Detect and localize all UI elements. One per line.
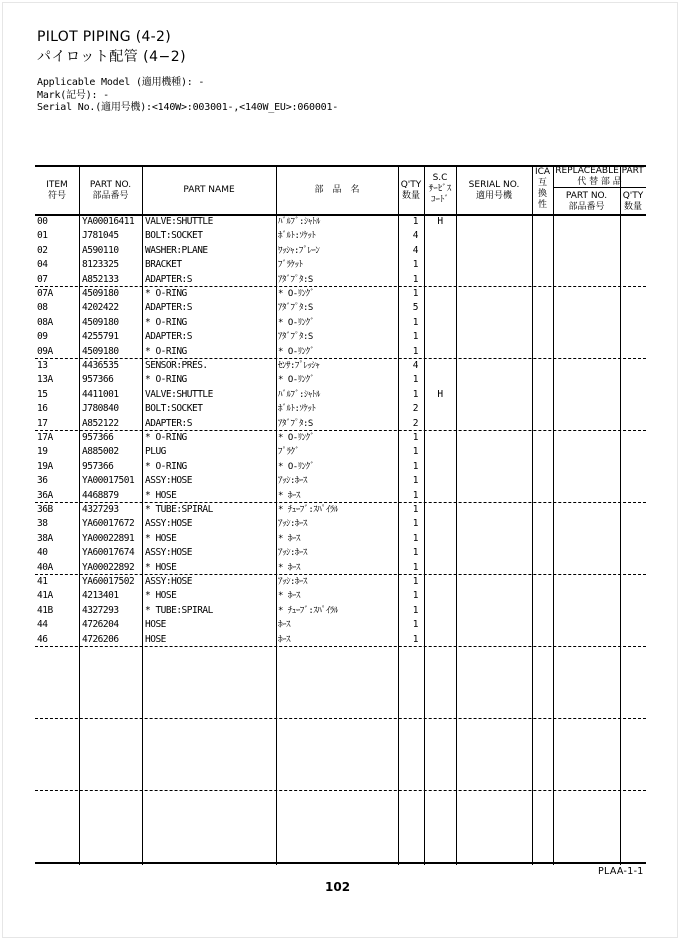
row-part-no-cell: A852122	[82, 417, 119, 429]
page-code: PLAA-1-1	[598, 866, 644, 877]
row-part-no-cell: A852133	[82, 273, 119, 285]
row-qty-cell: 1	[412, 532, 418, 544]
row-item-cell: 36A	[37, 489, 53, 501]
row-qty-cell: 2	[412, 403, 418, 415]
row-part-no-cell: 4509180	[82, 345, 119, 357]
row-part-name-jp-cell: * ﾎｰｽ	[278, 591, 300, 602]
row-part-no-cell: YA00017501	[82, 475, 135, 487]
row-part-name-jp-cell: * O-ﾘﾝｸﾞ	[278, 289, 315, 299]
row-item-cell: 09A	[37, 345, 53, 357]
row-part-no-cell: 957366	[82, 374, 114, 386]
header-replaceable-part: REPLACEABLE PART 代 替 部 品	[555, 166, 644, 187]
row-part-name-jp-cell: ｱﾀﾞﾌﾟﾀ:S	[278, 418, 313, 429]
header-qty: Q'TY 数量	[400, 180, 422, 201]
row-item-cell: 40	[37, 547, 48, 559]
row-item-cell: 46	[37, 633, 48, 645]
row-part-no-cell: 8123325	[82, 259, 119, 271]
row-part-no-cell: 957366	[82, 460, 114, 472]
page-number: 102	[325, 880, 351, 894]
column-rule	[398, 165, 399, 865]
row-part-name-jp-cell: ｱﾀﾞﾌﾟﾀ:S	[278, 332, 313, 343]
row-qty-cell: 1	[412, 331, 418, 343]
row-qty-cell: 1	[412, 475, 418, 487]
row-item-cell: 36B	[37, 504, 53, 515]
row-part-name-cell: * TUBE:SPIRAL	[145, 604, 213, 616]
row-part-name-cell: ADAPTER:S	[145, 273, 192, 285]
row-part-name-jp-cell: * ﾁｭｰﾌﾞ:ｽﾊﾟｲﾗﾙ	[278, 505, 338, 515]
row-qty-cell: 1	[412, 561, 418, 573]
header-part-name-jp: 部 品 名	[314, 185, 360, 195]
row-item-cell: 36	[37, 475, 48, 487]
row-part-name-jp-cell: ｱﾀﾞﾌﾟﾀ:S	[278, 274, 313, 285]
row-qty-cell: 1	[412, 633, 418, 645]
row-part-name-cell: VALVE:SHUTTLE	[145, 388, 213, 400]
row-qty-cell: 1	[412, 547, 418, 559]
row-item-cell: 38A	[37, 532, 53, 544]
group-separator	[35, 286, 646, 287]
row-part-no-cell: 4213401	[82, 590, 119, 602]
row-part-name-cell: BOLT:SOCKET	[145, 230, 203, 242]
row-part-name-jp-cell: * O-ﾘﾝｸﾞ	[278, 346, 315, 357]
row-part-name-cell: ADAPTER:S	[145, 302, 192, 314]
row-item-cell: 07A	[37, 288, 53, 299]
column-rule	[553, 165, 554, 865]
row-qty-cell: 1	[412, 590, 418, 602]
row-part-name-cell: VALVE:SHUTTLE	[145, 216, 213, 227]
row-part-name-cell: ASSY:HOSE	[145, 576, 192, 587]
group-separator	[35, 430, 646, 431]
row-part-no-cell: YA60017502	[82, 576, 135, 587]
row-part-name-cell: ADAPTER:S	[145, 417, 192, 429]
applicable-model: Applicable Model (適用機種): -	[37, 77, 205, 88]
row-part-name-cell: * O-RING	[145, 288, 187, 299]
row-qty-cell: 1	[412, 604, 418, 616]
row-part-name-jp-cell: ｱｯｼ:ﾎｰｽ	[278, 548, 307, 559]
row-qty-cell: 1	[412, 489, 418, 501]
row-part-name-cell: * O-RING	[145, 345, 187, 357]
column-rule	[79, 165, 80, 865]
row-part-no-cell: 4202422	[82, 302, 119, 314]
row-part-no-cell: 4327293	[82, 604, 119, 616]
row-item-cell: 00	[37, 216, 48, 227]
row-part-no-cell: 4468879	[82, 489, 119, 501]
row-part-name-jp-cell: ｱｯｼ:ﾎｰｽ	[278, 577, 307, 587]
row-qty-cell: 1	[412, 432, 418, 443]
row-part-name-jp-cell: ｱｯｼ:ﾎｰｽ	[278, 476, 307, 487]
header-ica: ICA 互 換 性	[534, 167, 551, 210]
row-part-name-jp-cell: * O-ﾘﾝｸﾞ	[278, 433, 315, 443]
row-service-code-cell: H	[437, 388, 443, 400]
row-qty-cell: 1	[412, 273, 418, 285]
row-part-no-cell: 4255791	[82, 331, 119, 343]
row-item-cell: 13	[37, 360, 48, 371]
row-part-name-cell: * HOSE	[145, 532, 177, 544]
header-part-name: PART NAME	[183, 185, 235, 195]
row-part-name-cell: * HOSE	[145, 590, 177, 602]
row-item-cell: 02	[37, 244, 48, 256]
row-part-no-cell: YA00022892	[82, 561, 135, 573]
row-item-cell: 41A	[37, 590, 53, 602]
row-qty-cell: 1	[412, 619, 418, 631]
row-part-name-jp-cell: ﾎﾞﾙﾄ:ｿｹｯﾄ	[278, 231, 316, 242]
row-part-name-jp-cell: * ﾎｰｽ	[278, 533, 300, 544]
group-separator	[35, 358, 646, 359]
row-item-cell: 07	[37, 273, 48, 285]
row-qty-cell: 1	[412, 259, 418, 271]
row-part-name-jp-cell: ｾﾝｻ:ﾌﾟﾚｯｼｬ	[278, 361, 320, 371]
group-separator	[35, 646, 646, 647]
row-part-name-jp-cell: ｱｯｼ:ﾎｰｽ	[278, 519, 307, 530]
row-qty-cell: 1	[412, 316, 418, 328]
row-qty-cell: 1	[412, 576, 418, 587]
page-title-jp: パイロット配管 (4−2)	[37, 49, 187, 65]
group-separator	[35, 790, 646, 791]
row-part-name-cell: ASSY:HOSE	[145, 475, 192, 487]
row-item-cell: 08A	[37, 316, 53, 328]
row-part-name-jp-cell: ﾌﾟﾗｸﾞ	[278, 447, 300, 458]
row-qty-cell: 5	[412, 302, 418, 314]
row-part-no-cell: 4327293	[82, 504, 119, 515]
row-item-cell: 17A	[37, 432, 53, 443]
table-bottom-rule	[35, 862, 646, 864]
row-item-cell: 08	[37, 302, 48, 314]
row-part-name-cell: * O-RING	[145, 460, 187, 472]
row-part-no-cell: J781045	[82, 230, 119, 242]
row-item-cell: 15	[37, 388, 48, 400]
row-part-name-jp-cell: ﾎﾞﾙﾄ:ｿｹｯﾄ	[278, 404, 316, 415]
row-part-no-cell: YA60017674	[82, 547, 135, 559]
row-item-cell: 41	[37, 576, 48, 587]
row-part-no-cell: J780840	[82, 403, 119, 415]
row-qty-cell: 1	[412, 446, 418, 458]
column-rule	[620, 165, 621, 865]
row-part-name-cell: PLUG	[145, 446, 166, 458]
row-part-name-jp-cell: * O-ﾘﾝｸﾞ	[278, 461, 315, 472]
serial-number: Serial No.(適用号機):<140W>:003001-,<140W_EU>:060001-	[37, 102, 339, 113]
row-item-cell: 17	[37, 417, 48, 429]
row-qty-cell: 1	[412, 518, 418, 530]
row-qty-cell: 1	[412, 374, 418, 386]
row-item-cell: 16	[37, 403, 48, 415]
row-part-name-cell: WASHER:PLANE	[145, 244, 208, 256]
group-separator	[35, 718, 646, 719]
row-qty-cell: 2	[412, 417, 418, 429]
row-part-name-cell: ASSY:HOSE	[145, 518, 192, 530]
row-part-no-cell: 4509180	[82, 288, 119, 299]
column-rule	[424, 165, 425, 865]
row-part-name-cell: BRACKET	[145, 259, 182, 271]
row-part-name-cell: SENSOR:PRES.	[145, 360, 208, 371]
row-item-cell: 19	[37, 446, 48, 458]
row-part-no-cell: 4726206	[82, 633, 119, 645]
row-part-name-jp-cell: ﾊﾞﾙﾌﾞ:ｼｬﾄﾙ	[278, 217, 320, 227]
column-rule	[142, 165, 143, 865]
row-part-no-cell: 957366	[82, 432, 114, 443]
column-rule	[276, 165, 277, 865]
row-part-no-cell: A885002	[82, 446, 119, 458]
group-separator	[35, 574, 646, 575]
row-part-name-jp-cell: * O-ﾘﾝｸﾞ	[278, 317, 315, 328]
row-qty-cell: 4	[412, 230, 418, 242]
row-qty-cell: 1	[412, 504, 418, 515]
row-item-cell: 44	[37, 619, 48, 631]
parts-table	[35, 165, 646, 865]
row-part-name-jp-cell: * ﾁｭｰﾌﾞ:ｽﾊﾟｲﾗﾙ	[278, 605, 338, 616]
header-service-code: S.C ｻｰﾋﾞｽ ｺｰﾄﾞ	[428, 173, 452, 205]
row-item-cell: 41B	[37, 604, 53, 616]
row-part-name-jp-cell: ﾜｯｼｬ:ﾌﾟﾚｰﾝ	[278, 245, 320, 256]
row-part-name-jp-cell: ﾎｰｽ	[278, 620, 291, 631]
row-part-name-jp-cell: ﾎｰｽ	[278, 634, 291, 645]
row-part-no-cell: A590110	[82, 244, 119, 256]
row-qty-cell: 1	[412, 288, 418, 299]
header-item: ITEM 符号	[46, 180, 68, 201]
row-item-cell: 13A	[37, 374, 53, 386]
column-rule	[456, 165, 457, 865]
row-qty-cell: 1	[412, 216, 418, 227]
row-part-no-cell: 4726204	[82, 619, 119, 631]
row-part-no-cell: YA00016411	[82, 216, 135, 227]
row-part-name-jp-cell: * ﾎｰｽ	[278, 562, 300, 573]
group-separator	[35, 502, 646, 503]
row-part-name-cell: BOLT:SOCKET	[145, 403, 203, 415]
header-part-no: PART NO. 部品番号	[89, 180, 132, 201]
row-qty-cell: 4	[412, 360, 418, 371]
row-part-name-cell: * HOSE	[145, 489, 177, 501]
row-part-name-jp-cell: * ﾎｰｽ	[278, 490, 300, 501]
row-service-code-cell: H	[437, 216, 443, 227]
row-part-no-cell: 4411001	[82, 388, 119, 400]
row-item-cell: 04	[37, 259, 48, 271]
row-part-name-cell: * O-RING	[145, 432, 187, 443]
row-part-name-jp-cell: * O-ﾘﾝｸﾞ	[278, 375, 315, 386]
row-item-cell: 38	[37, 518, 48, 530]
row-part-name-cell: HOSE	[145, 633, 166, 645]
row-part-no-cell: YA60017672	[82, 518, 135, 530]
row-item-cell: 09	[37, 331, 48, 343]
row-part-name-cell: * TUBE:SPIRAL	[145, 504, 213, 515]
row-part-no-cell: 4509180	[82, 316, 119, 328]
row-qty-cell: 1	[412, 345, 418, 357]
row-item-cell: 19A	[37, 460, 53, 472]
row-part-name-cell: HOSE	[145, 619, 166, 631]
row-part-name-cell: * O-RING	[145, 316, 187, 328]
header-serial-no: SERIAL NO. 適用号機	[468, 180, 520, 201]
row-part-name-cell: * HOSE	[145, 561, 177, 573]
header-rep-qty: Q'TY 数量	[622, 191, 644, 212]
row-qty-cell: 4	[412, 244, 418, 256]
row-part-name-jp-cell: ﾌﾞﾗｹｯﾄ	[278, 260, 303, 271]
row-item-cell: 40A	[37, 561, 53, 573]
row-qty-cell: 1	[412, 460, 418, 472]
row-part-no-cell: YA00022891	[82, 532, 135, 544]
header-rep-part-no: PART NO. 部品番号	[565, 191, 608, 212]
row-item-cell: 01	[37, 230, 48, 242]
column-rule	[532, 165, 533, 865]
row-qty-cell: 1	[412, 388, 418, 400]
row-part-name-jp-cell: ﾊﾞﾙﾌﾞ:ｼｬﾄﾙ	[278, 389, 320, 400]
mark: Mark(記号): -	[37, 90, 109, 101]
page-title: PILOT PIPING (4-2)	[37, 29, 171, 45]
row-part-no-cell: 4436535	[82, 360, 119, 371]
row-part-name-jp-cell: ｱﾀﾞﾌﾟﾀ:S	[278, 303, 313, 314]
row-part-name-cell: ADAPTER:S	[145, 331, 192, 343]
row-part-name-cell: ASSY:HOSE	[145, 547, 192, 559]
row-part-name-cell: * O-RING	[145, 374, 187, 386]
